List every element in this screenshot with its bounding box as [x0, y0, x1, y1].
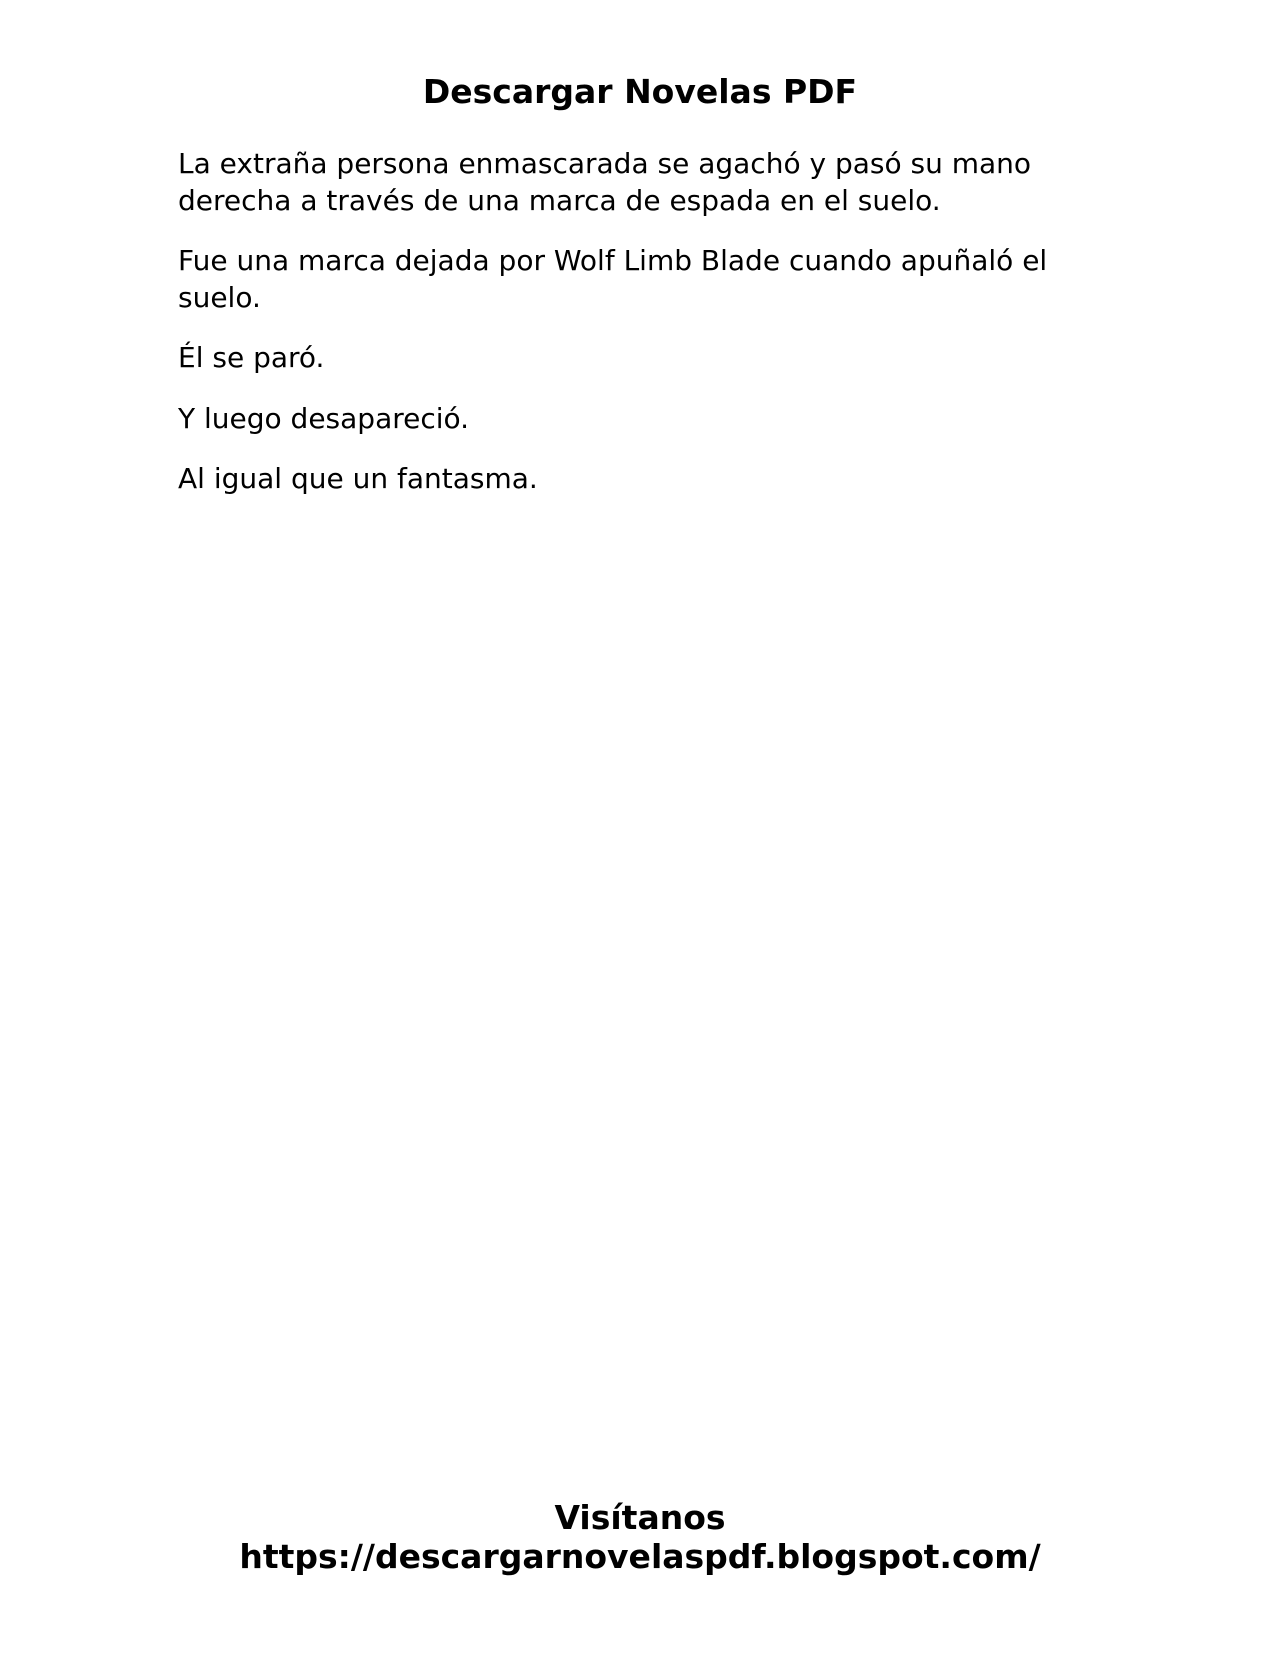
footer-visit-label: Visítanos — [554, 1498, 726, 1537]
document-body — [178, 146, 1108, 522]
paragraph: Al igual que un fantasma. — [178, 462, 538, 495]
paragraph: Él se paró. — [178, 341, 325, 374]
footer-url: https://descargarnovelaspdf.blogspot.com/ — [239, 1537, 1041, 1576]
paragraph: La extraña persona enmascarada se agachó y pasó su mano derecha a través de una marca de espada en el suelo. — [178, 147, 1032, 217]
paragraph: Y luego desapareció. — [178, 401, 470, 435]
page-title: Descargar Novelas PDF — [422, 72, 858, 111]
footer — [0, 1498, 1280, 1576]
paragraph: Fue una marca dejada por Wolf Limb Blade cuando apuñaló el suelo. — [178, 244, 1048, 314]
